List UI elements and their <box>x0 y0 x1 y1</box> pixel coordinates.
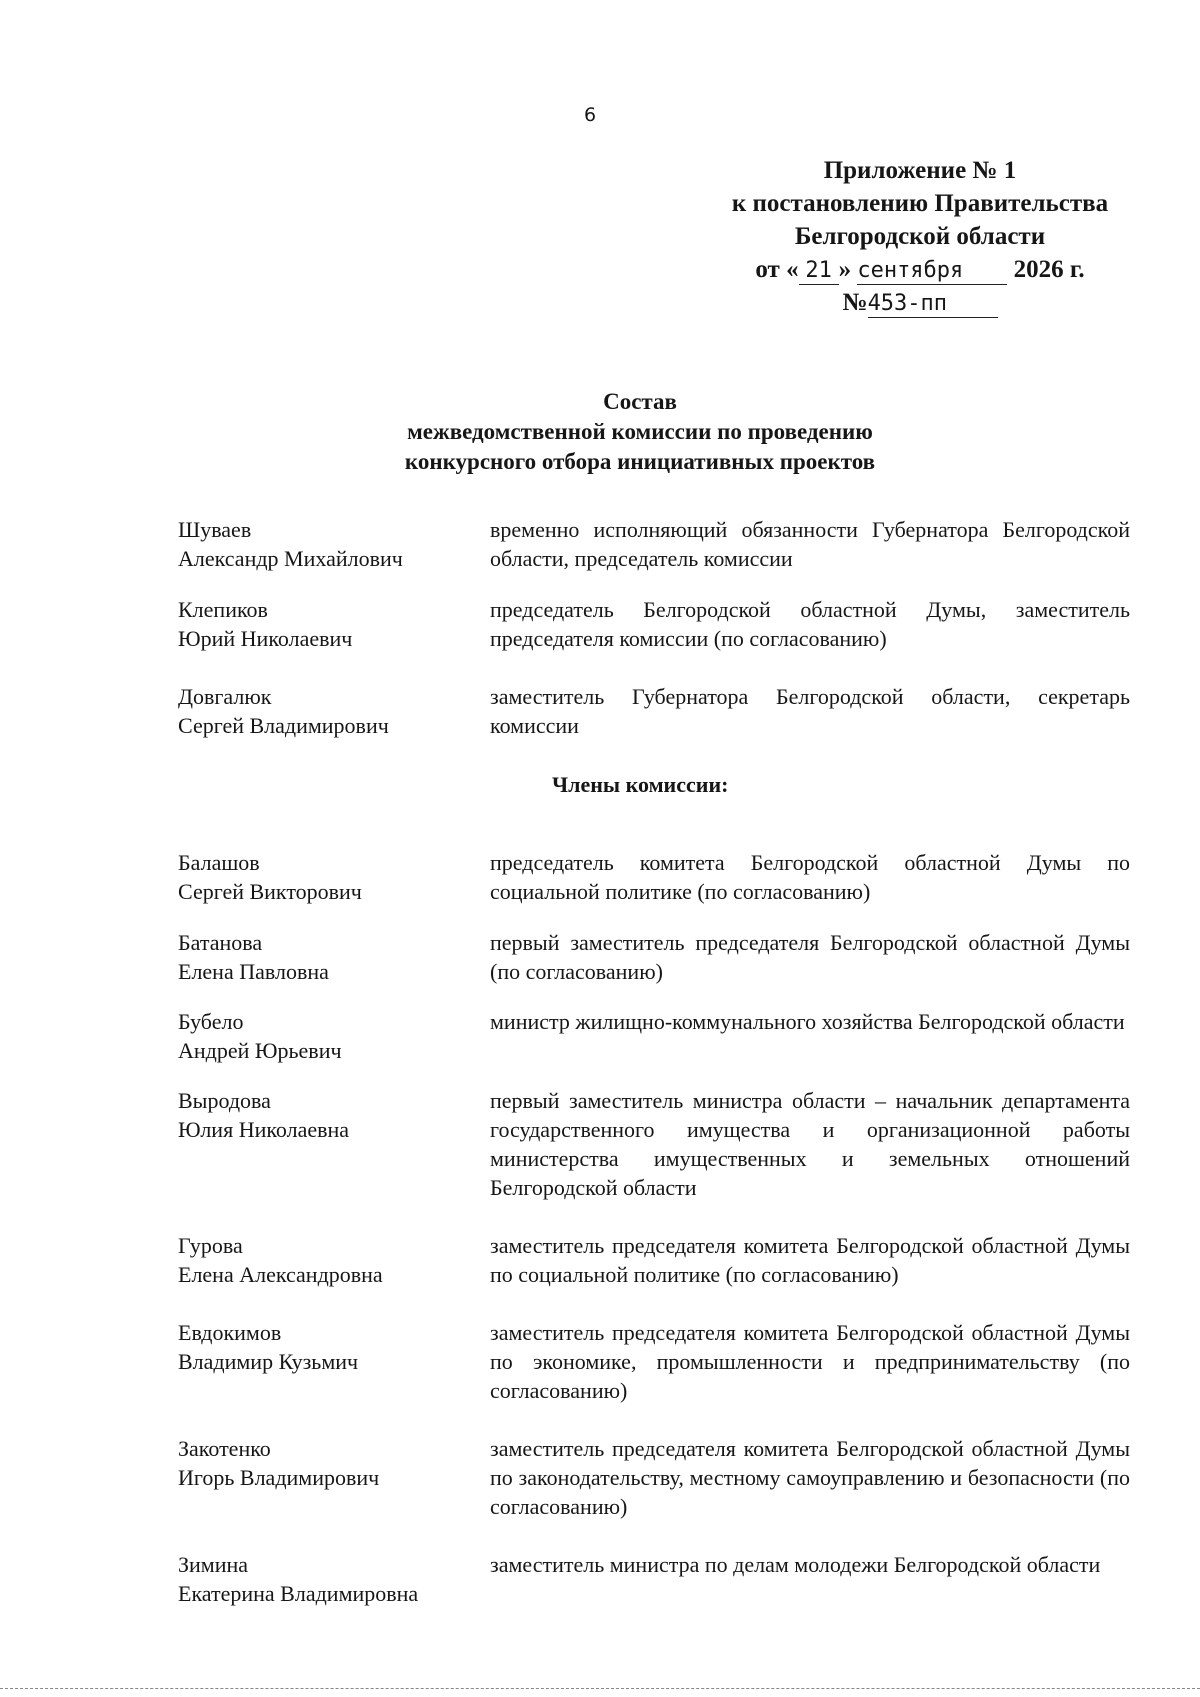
member-given-name: Сергей Викторович <box>178 879 362 904</box>
member-surname: Евдокимов <box>178 1320 282 1345</box>
member-name <box>178 1231 490 1289</box>
scan-edge-line <box>0 1688 1200 1689</box>
title-line-1: Состав <box>603 389 677 414</box>
list-item <box>178 1318 1130 1405</box>
member-surname: Балашов <box>178 850 260 875</box>
list-item <box>178 1434 1130 1521</box>
member-given-name: Екатерина Владимировна <box>178 1581 419 1606</box>
member-surname: Гурова <box>178 1233 243 1258</box>
number-value: 453-пп <box>868 291 998 318</box>
member-given-name: Елена Павловна <box>178 959 329 984</box>
appendix-header <box>680 154 1160 319</box>
appendix-title: Приложение № 1 <box>823 157 1017 184</box>
title-line-3: конкурсного отбора инициативных проектов <box>404 449 876 474</box>
member-surname: Батанова <box>178 930 263 955</box>
list-item <box>178 1231 1130 1289</box>
member-role: заместитель председателя комитета Белгородской областной Думы по социальной политике (по согласованию) <box>490 1233 1130 1287</box>
date-day: 21 <box>799 258 839 285</box>
member-role: заместитель председателя комитета Белгородской областной Думы по экономике, промышленности и предпринимательству (по согласованию) <box>490 1320 1130 1403</box>
member-name <box>178 1007 490 1065</box>
member-name <box>178 928 490 986</box>
member-role: первый заместитель председателя Белгородской областной Думы (по согласованию) <box>490 930 1130 984</box>
member-name <box>178 848 490 906</box>
member-surname: Закотенко <box>178 1436 271 1461</box>
list-item <box>178 595 1130 653</box>
date-mid: » <box>838 256 852 283</box>
member-given-name: Елена Александровна <box>178 1262 383 1287</box>
member-surname: Бубело <box>178 1009 244 1034</box>
members-heading: Члены комиссии: <box>552 772 729 797</box>
date-month: сентября <box>857 258 1007 285</box>
date-year: 2026 г. <box>1013 256 1085 283</box>
member-given-name: Сергей Владимирович <box>178 713 389 738</box>
member-role: министр жилищно-коммунального хозяйства Белгородской области <box>490 1009 1125 1034</box>
member-name <box>178 1318 490 1405</box>
date-prefix: от « <box>755 256 799 283</box>
list-item <box>178 682 1130 740</box>
member-surname: Зимина <box>178 1552 249 1577</box>
member-surname: Клепиков <box>178 597 268 622</box>
member-name <box>178 1434 490 1521</box>
member-role: временно исполняющий обязанности Губернатора Белгородской области, председатель комиссии <box>490 517 1130 571</box>
member-given-name: Андрей Юрьевич <box>178 1038 342 1063</box>
list-item <box>178 1007 1130 1065</box>
appendix-date <box>680 253 1160 286</box>
member-name <box>178 595 490 653</box>
member-surname: Шуваев <box>178 517 252 542</box>
member-role: заместитель Губернатора Белгородской области, секретарь комиссии <box>490 684 1130 738</box>
list-item <box>178 1086 1130 1202</box>
list-item <box>178 928 1130 986</box>
appendix-number <box>680 286 1160 319</box>
page-number: 6 <box>583 104 597 126</box>
appendix-region: Белгородской области <box>794 223 1046 250</box>
member-name <box>178 515 490 573</box>
member-role: заместитель министра по делам молодежи Белгородской области <box>490 1552 1101 1577</box>
member-surname: Выродова <box>178 1088 271 1113</box>
list-item <box>178 848 1130 906</box>
member-given-name: Юлия Николаевна <box>178 1117 350 1142</box>
title-line-2: межведомственной комиссии по проведению <box>407 419 873 444</box>
member-name <box>178 1550 490 1608</box>
member-given-name: Юрий Николаевич <box>178 626 353 651</box>
member-given-name: Александр Михайлович <box>178 546 403 571</box>
member-role: председатель комитета Белгородской областной Думы по социальной политике (по согласованию) <box>490 850 1130 904</box>
list-item <box>178 1550 1130 1608</box>
member-name <box>178 682 490 740</box>
member-surname: Довгалюк <box>178 684 272 709</box>
member-role: председатель Белгородской областной Думы, заместитель председателя комиссии (по согласованию) <box>490 597 1130 651</box>
member-given-name: Владимир Кузьмич <box>178 1349 359 1374</box>
commission-list <box>178 515 1130 1608</box>
member-role: заместитель председателя комитета Белгородской областной Думы по законодательству, местному самоуправлению и безопасности (по согласованию) <box>490 1436 1130 1519</box>
list-item <box>178 515 1130 573</box>
number-prefix: № <box>842 289 868 316</box>
document-title <box>260 387 1020 477</box>
member-role: первый заместитель министра области – начальник департамента государственного имущества и организационной работы министерства имущественных и земельных отношений Белгородской области <box>490 1088 1130 1200</box>
member-name <box>178 1086 490 1202</box>
appendix-ref: к постановлению Правительства <box>731 190 1109 217</box>
member-given-name: Игорь Владимирович <box>178 1465 380 1490</box>
